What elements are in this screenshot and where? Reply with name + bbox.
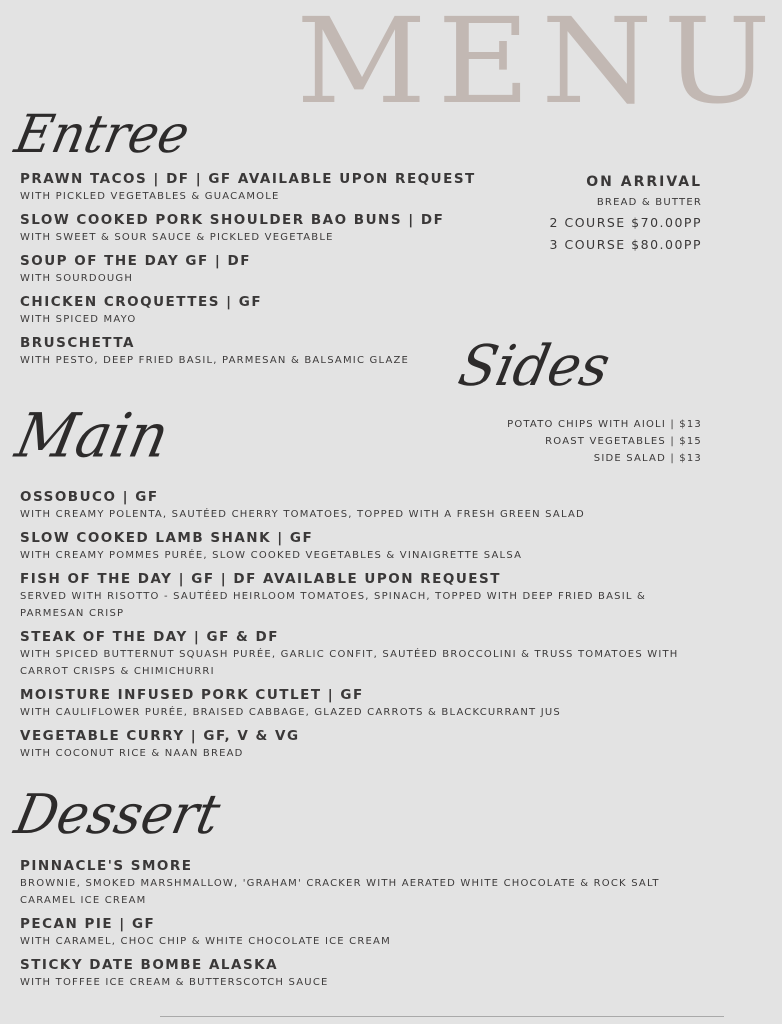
on-arrival-box [550,172,702,256]
item-description: WITH SPICED MAYO [20,314,137,325]
item-name: SOUP OF THE DAY GF | DF [20,253,251,269]
menu-item [20,252,490,287]
course-price: 2 COURSE $70.00PP [549,215,702,230]
menu-item [20,293,490,328]
item-name: BRUSCHETTA [20,335,135,351]
item-description: SERVED WITH RISOTTO - SAUTÉED HEIRLOOM TOMATOES, SPINACH, TOPPED WITH DEEP FRIED BASIL & PARMESAN CRISP [20,591,646,619]
main-list [20,488,710,768]
menu-item [20,915,710,950]
item-description: WITH SPICED BUTTERNUT SQUASH PURÉE, GARLIC CONFIT, SAUTÉED BROCCOLINI & TRUSS TOMATOES WITH CARROT CRISPS & CHIMICHURRI [20,649,679,677]
item-name: PRAWN TACOS | DF | GF AVAILABLE UPON REQUEST [20,171,476,187]
item-name: SLOW COOKED PORK SHOULDER BAO BUNS | DF [20,212,445,228]
item-name: PINNACLE'S SMORE [20,858,193,874]
item-name: FISH OF THE DAY | GF | DF AVAILABLE UPON REQUEST [20,571,501,587]
menu-item [20,628,710,680]
menu-item [20,956,710,991]
menu-item [20,570,710,622]
item-description: WITH PICKLED VEGETABLES & GUACAMOLE [20,191,280,202]
course-price: 3 COURSE $80.00PP [549,237,702,252]
item-name: PECAN PIE | GF [20,916,156,932]
side-item: ROAST VEGETABLES | $15 [545,436,702,447]
page-title: MENU [296,0,782,130]
item-name: VEGETABLE CURRY | GF, V & VG [20,728,300,744]
item-description: WITH CAULIFLOWER PURÉE, BRAISED CABBAGE, GLAZED CARROTS & BLACKCURRANT JUS [20,707,561,718]
item-description: WITH CREAMY POMMES PURÉE, SLOW COOKED VEGETABLES & VINAIGRETTE SALSA [20,550,523,561]
sides-heading: Sides [453,332,616,399]
dessert-heading: Dessert [9,783,226,847]
menu-item [20,857,710,909]
main-heading: Main [9,399,175,472]
menu-item [20,686,710,721]
on-arrival-title: ON ARRIVAL [586,174,702,190]
divider [160,1016,724,1017]
side-item: POTATO CHIPS WITH AIOLI | $13 [507,419,702,430]
menu-item [20,334,490,369]
menu-item [20,170,490,205]
item-name: MOISTURE INFUSED PORK CUTLET | GF [20,687,364,703]
entree-list [20,170,490,375]
entree-heading: Entree [9,103,195,165]
item-description: WITH CARAMEL, CHOC CHIP & WHITE CHOCOLATE ICE CREAM [20,936,391,947]
item-description: WITH COCONUT RICE & NAAN BREAD [20,748,244,759]
item-description: WITH SOURDOUGH [20,273,134,284]
item-name: OSSOBUCO | GF [20,489,159,505]
item-name: SLOW COOKED LAMB SHANK | GF [20,530,314,546]
item-description: BROWNIE, SMOKED MARSHMALLOW, 'GRAHAM' CRACKER WITH AERATED WHITE CHOCOLATE & ROCK SALT CARAMEL ICE CREAM [20,878,660,906]
menu-item [20,211,490,246]
sides-list [507,416,702,467]
item-name: STEAK OF THE DAY | GF & DF [20,629,279,645]
item-name: STICKY DATE BOMBE ALASKA [20,957,279,973]
item-description: WITH SWEET & SOUR SAUCE & PICKLED VEGETABLE [20,232,334,243]
item-description: WITH PESTO, DEEP FRIED BASIL, PARMESAN & BALSAMIC GLAZE [20,355,410,366]
item-description: WITH CREAMY POLENTA, SAUTÉED CHERRY TOMATOES, TOPPED WITH A FRESH GREEN SALAD [20,509,585,520]
item-description: WITH TOFFEE ICE CREAM & BUTTERSCOTCH SAUCE [20,977,329,988]
side-item: SIDE SALAD | $13 [593,453,702,464]
item-name: CHICKEN CROQUETTES | GF [20,294,263,310]
on-arrival-subtitle: BREAD & BUTTER [596,197,702,208]
menu-item [20,488,710,523]
menu-item [20,529,710,564]
menu-item [20,727,710,762]
dessert-list [20,857,710,997]
